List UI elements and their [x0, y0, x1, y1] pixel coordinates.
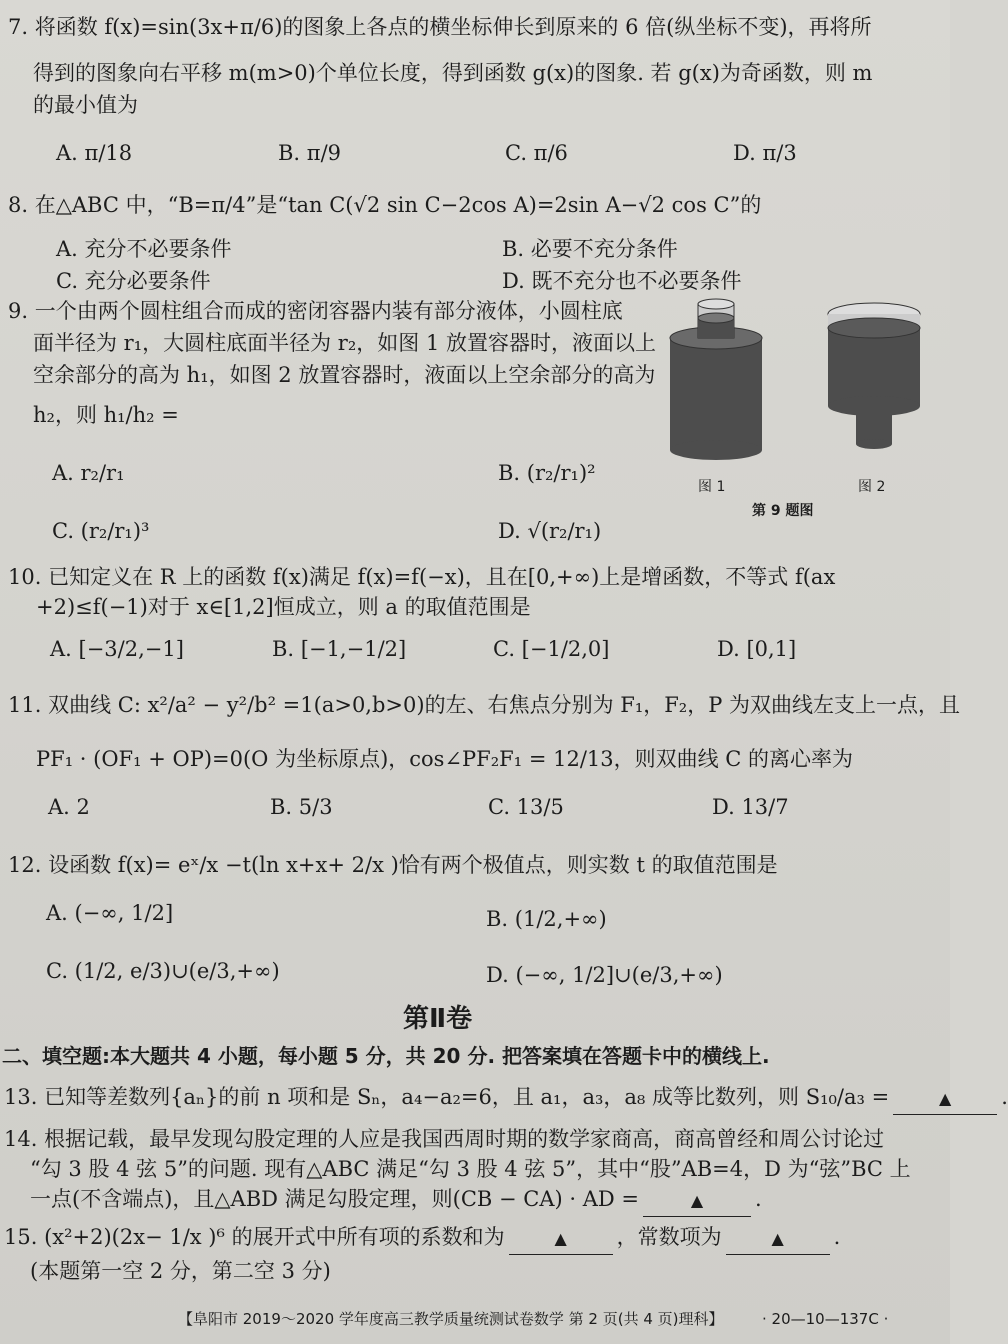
- q10-line1: 10. 已知定义在 R 上的函数 f(x)满足 f(x)=f(−x)，且在[0,+∞)上是增函数，不等式 f(ax: [8, 565, 836, 589]
- q9-option-a: A. r₂/r₁: [52, 461, 125, 485]
- q9-line4: h₂，则 h₁/h₂ =: [33, 403, 179, 427]
- q8-option-c: C. 充分必要条件: [56, 269, 211, 293]
- q12-option-a: A. (−∞, 1/2]: [46, 901, 174, 925]
- q10-option-a: A. [−3/2,−1]: [50, 637, 184, 661]
- q9-figure: [662, 296, 942, 476]
- q15-answer-blank-1[interactable]: [509, 1222, 613, 1255]
- triangle-marker-icon: ▲: [771, 1229, 784, 1248]
- q12-line1: 12. 设函数 f(x)= eˣ/x −t(ln x+x+ 2/x )恰有两个极值点，则实数 t 的取值范围是: [8, 853, 778, 877]
- q11-option-d: D. 13/7: [712, 795, 789, 819]
- q7-line1: 7. 将函数 f(x)=sin(3x+π/6)的图象上各点的横坐标伸长到原来的 6 倍(纵坐标不变)，再将所: [8, 15, 872, 39]
- q15-text-b: ，常数项为: [616, 1225, 722, 1249]
- q15-note: (本题第一空 2 分，第二空 3 分): [30, 1259, 331, 1283]
- q15-answer-blank-2[interactable]: [726, 1222, 830, 1255]
- q14-line1: 14. 根据记载，最早发现勾股定理的人应是我国西周时期的数学家商高，商高曾经和周公讨论过: [4, 1127, 885, 1151]
- q7-option-c: C. π/6: [505, 141, 568, 165]
- q8-option-a: A. 充分不必要条件: [56, 237, 232, 261]
- q9-option-c: C. (r₂/r₁)³: [52, 519, 150, 543]
- q7-line2: 得到的图象向右平移 m(m>0)个单位长度，得到函数 g(x)的图象. 若 g(x)为奇函数，则 m: [33, 61, 873, 85]
- q14-text: 一点(不含端点)，且△ABD 满足勾股定理，则(CB − CA) · AD =: [30, 1187, 640, 1211]
- q7-option-b: B. π/9: [278, 141, 342, 165]
- q15-text-a: 15. (x²+2)(2x− 1/x )⁶ 的展开式中所有项的系数和为: [4, 1225, 505, 1249]
- q9-option-b: B. (r₂/r₁)²: [498, 461, 596, 485]
- q11-line2: PF₁ · (OF₁ + OP)=0(O 为坐标原点)，cos∠PF₂F₁ = 12/13，则双曲线 C 的离心率为: [36, 747, 854, 771]
- figure-caption: 第 9 题图: [752, 503, 814, 519]
- q11-line1: 11. 双曲线 C: x²/a² − y²/b² =1(a>0,b>0)的左、右焦点分别为 F₁，F₂，P 为双曲线左支上一点，且: [8, 693, 961, 717]
- q12-option-d: D. (−∞, 1/2]∪(e/3,+∞): [486, 963, 723, 987]
- q11-option-c: C. 13/5: [488, 795, 564, 819]
- q9-line2: 面半径为 r₁，大圆柱底面半径为 r₂，如图 1 放置容器时，液面以上: [33, 331, 656, 355]
- figure-2-label: 图 2: [858, 479, 886, 495]
- q15-line1: 15. (x²+2)(2x− 1/x )⁶ 的展开式中所有项的系数和为 ▲ ，常数项为 ▲ .: [4, 1222, 840, 1255]
- q14-line3: 一点(不含端点)，且△ABD 满足勾股定理，则(CB − CA) · AD = ▲ .: [30, 1184, 762, 1217]
- part2-title: 第Ⅱ卷: [403, 1004, 473, 1034]
- q11-option-b: B. 5/3: [270, 795, 333, 819]
- figure-1-container: [670, 299, 762, 460]
- footer-left: 【阜阳市 2019～2020 学年度高三教学质量统测试卷数学 第 2 页(共 4 页)理科】: [178, 1310, 724, 1328]
- footer-right: · 20—10—137C ·: [762, 1310, 889, 1328]
- q8-option-d: D. 既不充分也不必要条件: [502, 269, 742, 293]
- q8-line1: 8. 在△ABC 中，“B=π/4”是“tan C(√2 sin C−2cos A)=2sin A−√2 cos C”的: [8, 193, 762, 217]
- triangle-marker-icon: ▲: [939, 1089, 952, 1108]
- q10-option-c: C. [−1/2,0]: [493, 637, 610, 661]
- q14-answer-blank[interactable]: [643, 1184, 751, 1217]
- figure-2-container: [828, 303, 920, 449]
- q12-option-c: C. (1/2, e/3)∪(e/3,+∞): [46, 959, 280, 983]
- q10-option-b: B. [−1,−1/2]: [272, 637, 407, 661]
- q13-line: 13. 已知等差数列{aₙ}的前 n 项和是 Sₙ，a₄−a₂=6，且 a₁，a₃，a₈ 成等比数列，则 S₁₀/a₃ = ▲ .: [4, 1082, 1008, 1115]
- triangle-marker-icon: ▲: [554, 1229, 567, 1248]
- q10-line2: +2)≤f(−1)对于 x∈[1,2]恒成立，则 a 的取值范围是: [36, 595, 531, 619]
- q13-text: 13. 已知等差数列{aₙ}的前 n 项和是 Sₙ，a₄−a₂=6，且 a₁，a₃，a₈ 成等比数列，则 S₁₀/a₃ =: [4, 1085, 890, 1109]
- q12-option-b: B. (1/2,+∞): [486, 907, 607, 931]
- q9-line3: 空余部分的高为 h₁，如图 2 放置容器时，液面以上空余部分的高为: [33, 363, 656, 387]
- q10-option-d: D. [0,1]: [717, 637, 797, 661]
- q13-answer-blank[interactable]: [893, 1082, 997, 1115]
- q9-line1: 9. 一个由两个圆柱组合而成的密闭容器内装有部分液体，小圆柱底: [8, 299, 623, 323]
- triangle-marker-icon: ▲: [690, 1191, 704, 1210]
- q7-option-a: A. π/18: [56, 141, 133, 165]
- figure-1-label: 图 1: [698, 479, 726, 495]
- q9-option-d: D. √(r₂/r₁): [498, 519, 602, 543]
- q7-option-d: D. π/3: [733, 141, 797, 165]
- q8-option-b: B. 必要不充分条件: [502, 237, 678, 261]
- q7-line3: 的最小值为: [33, 93, 138, 117]
- q14-line2: “勾 3 股 4 弦 5”的问题. 现有△ABC 满足“勾 3 股 4 弦 5”，其中“股”AB=4，D 为“弦”BC 上: [30, 1157, 911, 1181]
- section-header: 二、填空题:本大题共 4 小题，每小题 5 分，共 20 分. 把答案填在答题卡中的横线上.: [2, 1044, 770, 1068]
- q11-option-a: A. 2: [48, 795, 90, 819]
